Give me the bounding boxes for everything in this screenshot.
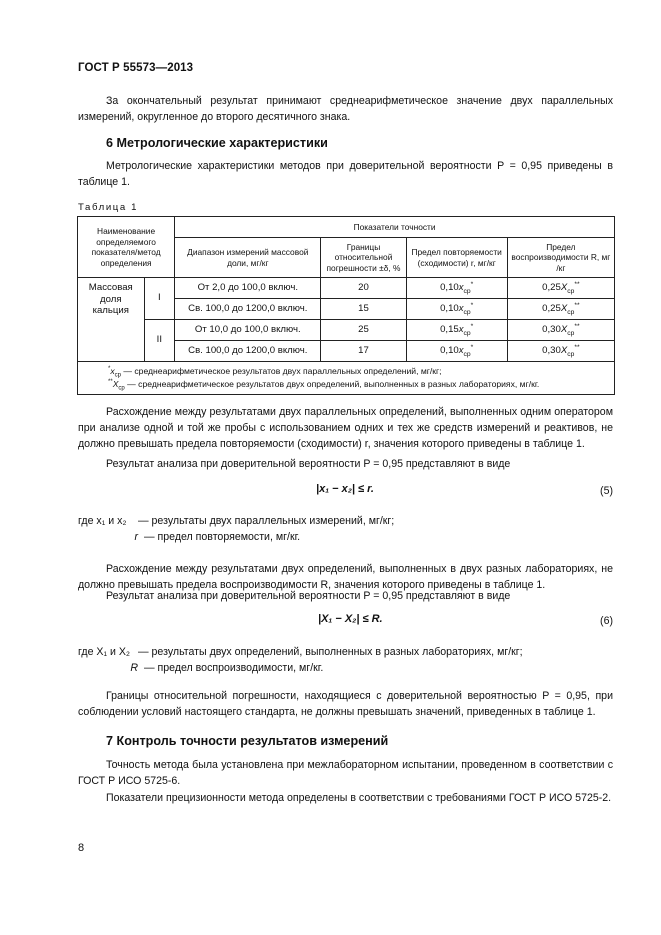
table-notes <box>78 362 615 395</box>
method-label: II <box>144 320 175 362</box>
result-paragraph-2: Результат анализа при доверительной вероятности P = 0,95 представляют в виде <box>106 590 511 602</box>
error-cell: 20 <box>321 278 406 299</box>
header-reproducibility: Предел воспроизводимости R, мг /кг <box>507 238 614 278</box>
precision-table <box>77 216 615 395</box>
def-lhs: R <box>130 662 138 675</box>
formula-6: |X₁ − X₂| ≤ R. <box>318 613 383 625</box>
result-paragraph-1: Результат анализа при доверительной вероятности P = 0,95 представляют в виде <box>106 458 511 470</box>
formula-5: |x₁ − x₂| ≤ r. <box>316 483 374 495</box>
error-cell: 25 <box>321 320 406 341</box>
bounds-paragraph: Границы относительной погрешности, находящиеся с доверительной вероятностью P = 0,95, при соблюдении условий настоящего стандарта, не должны превышать значений, приведенных в таблице 1. <box>78 690 613 719</box>
def-lhs: где x₁ и x₂ <box>78 515 127 527</box>
def-rhs: — предел повторяемости, мг/кг. <box>144 531 301 544</box>
repeatability-cell: $0,15x_{ср}^*$ <box>406 320 507 341</box>
section-7-paragraph-2: Показатели прецизионности метода определены в соответствии с требованиями ГОСТ Р ИСО 5725-2. <box>106 792 612 804</box>
table-row <box>78 320 615 341</box>
discrepancy-paragraph-2: Расхождение между результатами двух определений, выполненных в двух разных лабораториях, не должно превышать предела воспроизводимости R, значения которого приведены в таблице 1. <box>78 563 613 592</box>
reproducibility-cell: $0,25X_{ср}^{**}$ <box>507 278 614 299</box>
repeatability-cell: $0,10x_{ср}^*$ <box>406 278 507 299</box>
range-cell: Св. 100,0 до 1200,0 включ. <box>175 299 321 320</box>
header-repeatability: Предел повторяемости (сходимости) r, мг/кг <box>406 238 507 278</box>
error-cell: 17 <box>321 341 406 362</box>
discrepancy-paragraph-1: Расхождение между результатами двух параллельных определений, выполненных одним оператором при анализе одной и той же пробы с использованием одних и тех же средств измерений и реактивов, не должно превышать предела повторяемости (сходимости) r, значения которого приведены в таблице 1. <box>78 406 613 451</box>
section-6-text: Метрологические характеристики методов при доверительной вероятности P = 0,95 приведены в таблице 1. <box>78 160 613 189</box>
header-accuracy-group: Показатели точности <box>175 217 615 238</box>
repeatability-cell: $0,10x_{ср}^*$ <box>406 299 507 320</box>
table-row <box>78 278 615 299</box>
section-7-paragraph-1: Точность метода была установлена при межлабораторном испытании, проведенном в соответствии с ГОСТ Р ИСО 5725-6. <box>78 759 613 788</box>
header-error: Границы относительной погрешности ±δ, % <box>321 238 406 278</box>
reproducibility-cell: $0,30X_{ср}^{**}$ <box>507 320 614 341</box>
page-number: 8 <box>78 842 85 854</box>
equation-number-5: (5) <box>600 485 613 497</box>
def-rhs: — предел воспроизводимости, мг/кг. <box>144 662 324 675</box>
def-lhs: где X₁ и X₂ <box>78 646 131 658</box>
section-6-heading: 6 Метрологические характеристики <box>106 136 328 150</box>
range-cell: Св. 100,0 до 1200,0 включ. <box>175 341 321 362</box>
repeatability-cell: $0,10x_{ср}^*$ <box>406 341 507 362</box>
equation-number-6: (6) <box>600 615 613 627</box>
reproducibility-cell: $0,30X_{ср}^{**}$ <box>507 341 614 362</box>
range-cell: От 10,0 до 100,0 включ. <box>175 320 321 341</box>
analyte-name: Массовая доля кальция <box>78 278 145 362</box>
document-header: ГОСТ Р 55573—2013 <box>78 62 194 74</box>
formula-6-definitions <box>78 644 523 676</box>
section-7-heading: 7 Контроль точности результатов измерений <box>106 734 389 748</box>
def-lhs: r <box>134 531 138 544</box>
error-cell: 15 <box>321 299 406 320</box>
table-caption: Таблица 1 <box>78 202 139 213</box>
def-rhs: — результаты двух определений, выполненных в разных лабораториях, мг/кг; <box>138 646 523 658</box>
reproducibility-cell: $0,25X_{ср}^{**}$ <box>507 299 614 320</box>
table-note-1: $^*x_{ср}$ — среднеарифметическое результатов двух параллельных определений, мг/кг; <box>108 366 442 379</box>
method-label: I <box>144 278 175 320</box>
intro-paragraph <box>78 93 613 125</box>
formula-5-definitions <box>78 513 394 545</box>
def-rhs: — результаты двух параллельных измерений, мг/кг; <box>138 515 395 527</box>
header-analyte-method: Наименование определяемого показателя/метод определения <box>78 217 175 278</box>
intro-text: За окончательный результат принимают среднеарифметическое значение двух параллельных измерений, округленное до второго десятичного знака. <box>78 95 613 124</box>
table-notes-row <box>78 362 615 395</box>
table-note-2: $^{**}X_{ср}$ — среднеарифметическое результатов двух определений, выполненных в разных лабораториях, мг/кг. <box>108 379 540 392</box>
header-range: Диапазон измерений массовой доли, мг/кг <box>175 238 321 278</box>
section-6-paragraph <box>78 158 613 190</box>
range-cell: От 2,0 до 100,0 включ. <box>175 278 321 299</box>
